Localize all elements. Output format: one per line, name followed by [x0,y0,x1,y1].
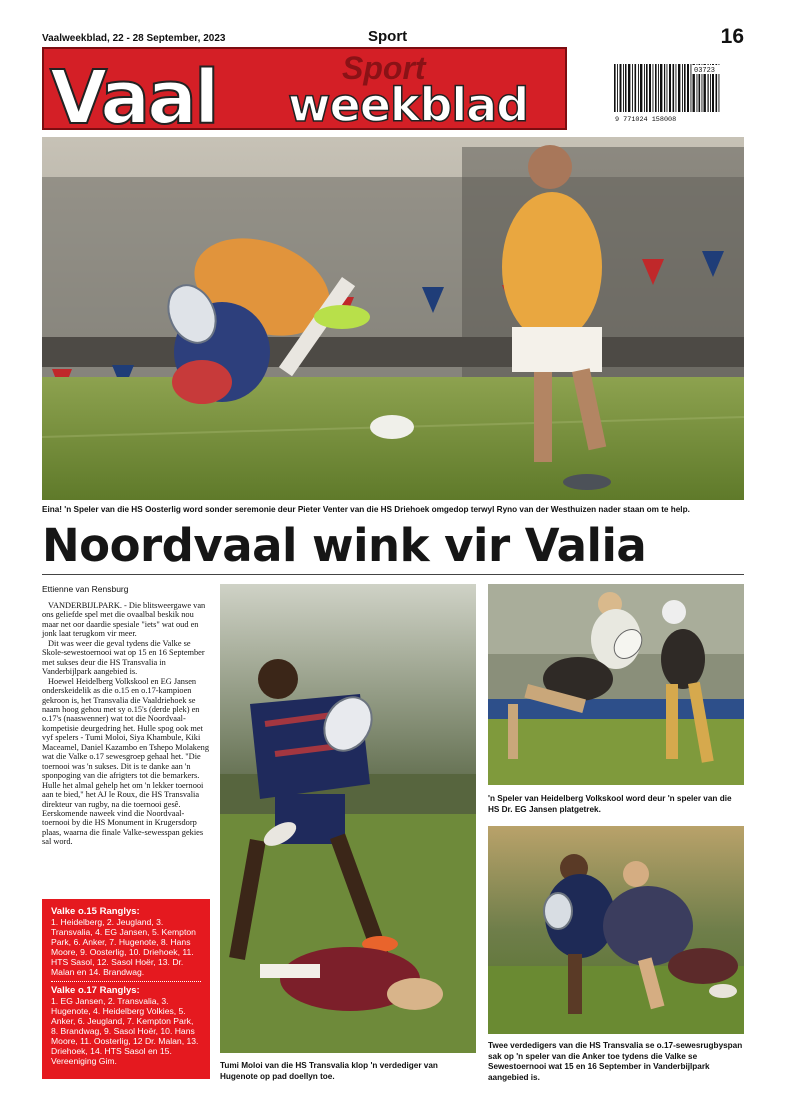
u17-rankings-list: 1. EG Jansen, 2. Transvalia, 3. Hugenote, 4. Heidelberg Volkies, 5. Anker, 6. Jeugland, 7. Kempton Park, 8. Brandwag, 9. Sasol Hoër, 10. Hans Moore, 11. Oosterlig, 12 Dr. Malan, 13. Driehoek, 14. HTS Sasol en 15. Vereeniging Gim. [51,996,199,1066]
barcode-icon [612,62,724,124]
right-top-photo-caption: 'n Speler van Heidelberg Volkskool word deur 'n speler van die HS Dr. EG Jansen platgetrek. [488,794,732,814]
article-paragraph: Dit was weer die geval tydens die Valke se Skole-sewestoernooi wat op 15 en 16 September met sukses deur die HS Transvalia in Vanderbijlpark aangebied is. [42,638,205,677]
masthead-sport-word: Sport [342,50,426,86]
section-name: Sport [368,28,408,45]
article-headline: Noordvaal wink vir Valia [42,519,647,572]
page-header [42,25,744,48]
masthead-weekblad-word: weekblad [288,78,529,132]
center-photo-caption: Tumi Moloi van die HS Transvalia klop 'n verdediger van Hugenote op pad doellyn toe. [220,1061,438,1081]
issue-date: Vaalweekblad, 22 - 28 September, 2023 [42,33,226,44]
article-byline: Ettienne van Rensburg [42,584,129,594]
right-top-photo [488,584,744,785]
u17-rankings-title: Valke o.17 Ranglys: [51,985,140,996]
right-bottom-photo [488,826,744,1034]
article-paragraph: VANDERBIJLPARK. - Die blitsweergawe van ons geliefde spel met die ovaalbal beskik nou maar net oor daardie spesiale "iets" wat oud en jonk laat terugkom vir meer. [42,601,206,639]
headline-divider [42,574,744,575]
barcode-top-digits: 03723 [694,67,716,75]
masthead-logo [42,47,567,130]
main-photo-caption: Eina! 'n Speler van die HS Oosterlig word sonder seremonie deur Pieter Venter van die HS Driehoek omgedop terwyl Ryno van der Westhuizen nader staan om te help. [42,505,690,514]
rankings-box [42,899,210,1079]
main-photo [42,137,744,500]
page-number: 16 [720,25,744,48]
right-bottom-photo-caption: Twee verdedigers van die HS Transvalia se o.17-sewesrugbyspan sak op 'n speler van die Anker toe tydens die Valke se Sewestoernooi wat 15 en 16 September in Vanderbijlpark aangebied is. [488,1041,743,1082]
center-photo [220,584,476,1053]
barcode-bottom-digits: 9 771024 158008 [615,116,677,124]
article-paragraph: Hoewel Heidelberg Volkskool en EG Jansen onderskeidelik as die o.15 en o.17-kampioen gekroon is, het Transvalia die Vaaldriehoek se naam hoog gehou met sy o.15's (derde plek) en o.17's (naaswenner) wat tot die Noordvaal-kompetisie deurgedring het. Hulle spog ook met vyf spelers - Tumi Moloi, Siya Khambule, Kiki Maceamel, Daniel Kazambo en Tshepo Molakeng wat die Valke o.17 sewesgroep gehaal het. "Die toernooi was 'n sukses. Dit is te danke aan 'n sponpoging van die afrigters tot die bemarkers. Hulle het almal gehelp het om 'n lekker toernooi aan te bied," het AJ le Roux, die HS Transvalia direkteur van rugby, na die toernooi gesê. Eerskomende naweek vind die Noordvaal-toernooi by die HS Monument in Krugersdorp plaas, waarna die finale Valke-sewesspan gekies sal word. [42,676,210,847]
masthead-vaal-word: Vaal [50,55,217,132]
rankings-divider [51,981,201,982]
u15-rankings-title: Valke o.15 Ranglys: [51,906,140,917]
article-body [42,601,212,847]
u15-rankings-list: 1. Heidelberg, 2. Jeugland, 3. Transvalia, 4. EG Jansen, 5. Kempton Park, 6. Anker, 7. Hugenote, 8. Hans Moore, 9. Oosterlig, 10. Driehoek, 11. HTS Sasol, 12. Sasol Hoër, 13. Dr. Malan en 14. Brandwag. [51,917,196,977]
